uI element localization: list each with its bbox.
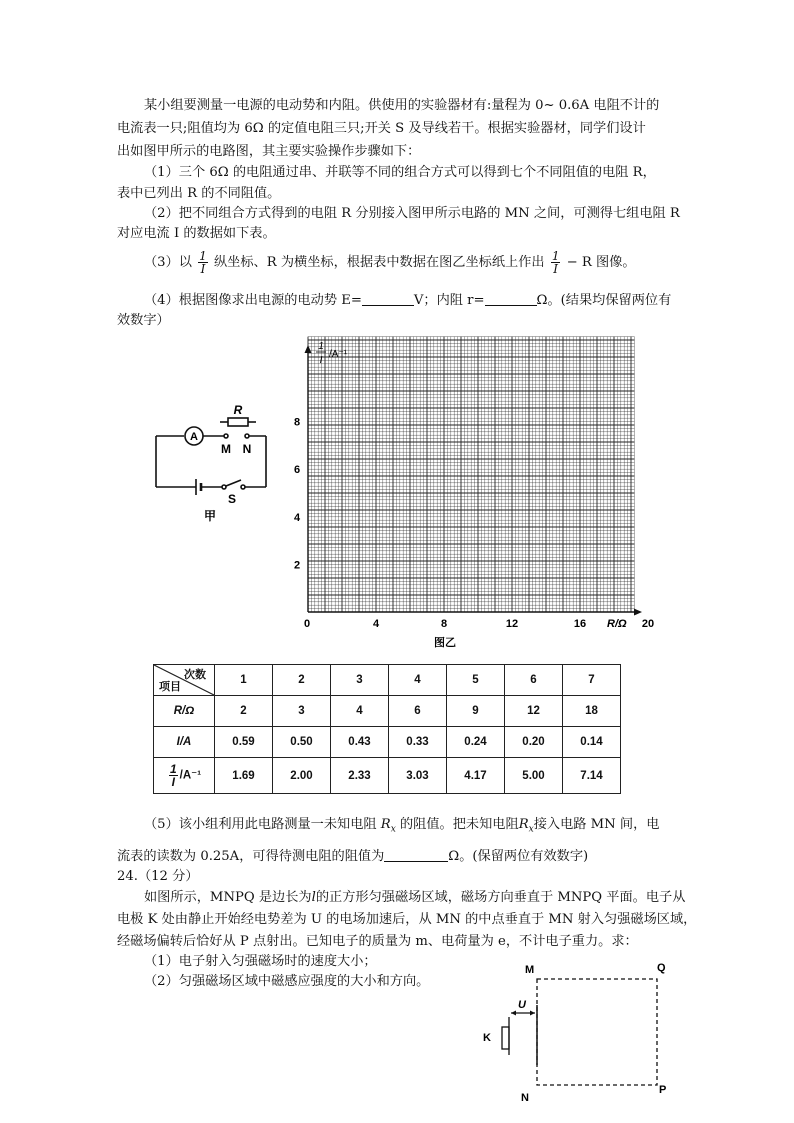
magnetic-field-diagram [475, 955, 675, 1105]
table-corner-cell [154, 665, 215, 696]
step-3-suffix: − R 图像。 [566, 255, 636, 270]
one-over-i-fraction: $\frac{1}{I}$ [199, 249, 207, 276]
step-3-middle: 纵坐标、R 为横坐标，根据表中数据在图乙坐标纸上作出 [214, 255, 545, 270]
table-cell: 0.14 [563, 727, 621, 758]
q24-sub-2: （2）匀强磁场区域中磁感应强度的大小和方向。 [144, 974, 430, 989]
q24-sub-1: （1）电子射入匀强磁场时的速度大小； [144, 954, 377, 969]
resistor-label: R [233, 403, 243, 417]
trial-cell: 3 [331, 665, 389, 696]
x-tick-label: 12 [505, 618, 519, 630]
table-cell: 5.00 [505, 758, 563, 794]
circuit-caption: 甲 [203, 509, 217, 523]
x-tick-label: 20 [641, 618, 655, 630]
step-1-line-2: 表中已列出 R 的不同阻值。 [117, 186, 281, 201]
x-tick-label: 8 [440, 618, 448, 630]
y-axis-label-numerator: 1 [318, 341, 324, 352]
q24-line-2: 电极 K 处由静止开始经电势差为 U 的电场加速后，从 MN 的中点垂直于 MN 射入匀强磁场区域， [117, 912, 697, 927]
terminal-n-label: N [242, 442, 252, 456]
table-cell: 4 [331, 696, 389, 727]
switch-label: S [227, 492, 237, 506]
table-cell: 3 [273, 696, 331, 727]
circuit-diagram [140, 395, 280, 525]
table-row-inverse-current [154, 758, 621, 794]
trial-cell: 4 [389, 665, 447, 696]
x-tick-label: 16 [573, 618, 587, 630]
graph-paper [285, 335, 655, 655]
step-3-prefix: （3）以 [144, 255, 192, 270]
point-m-label: M [525, 964, 535, 976]
y-tick-label: 2 [293, 559, 301, 572]
table-cell: 1.69 [215, 758, 273, 794]
internal-resistance-answer-blank[interactable] [485, 291, 537, 306]
unknown-resistance-answer-blank[interactable] [384, 847, 448, 862]
intro-line-2: 电流表一只;阻值均为 6Ω 的定值电阻三只;开关 S 及导线若干。根据实验器材，同学们设计 [117, 121, 646, 136]
step-2-line-1: （2）把不同组合方式得到的电阻 R 分别接入图甲所示电路的 MN 之间，可测得七组电阻 R [144, 206, 680, 221]
data-table [153, 664, 621, 794]
question-24-number: 24.（12 分） [117, 869, 199, 884]
table-cell: 12 [505, 696, 563, 727]
graph-caption: 图乙 [434, 637, 456, 649]
table-cell: 2 [215, 696, 273, 727]
point-q-label: Q [657, 962, 666, 974]
one-over-i-fraction-2: $\frac{1}{I}$ [551, 249, 560, 276]
step-4-line-2: 效数字） [117, 313, 170, 328]
row-label: R/Ω [154, 696, 215, 727]
x-axis-label: R/Ω [607, 618, 627, 630]
trial-cell: 1 [215, 665, 273, 696]
step-4: （4）根据图像求出电源的电动势 E= V；内阻 r= Ω。(结果均保留两位有 [144, 293, 672, 308]
y-tick-label: 4 [293, 511, 301, 524]
graph-origin: 0 [303, 618, 311, 630]
step-2-line-2: 对应电流 I 的数据如下表。 [117, 226, 276, 241]
trial-cell: 6 [505, 665, 563, 696]
corner-bottom: 项目 [159, 681, 181, 693]
table-cell: 0.24 [447, 727, 505, 758]
step-5-line-2: 流表的读数为 0.25A，可得待测电阻的阻值为 Ω。(保留两位有效数字) [117, 849, 589, 864]
q24-line-1: 如图所示，MNPQ 是边长为l的正方形匀强磁场区域，磁场方向垂直于 MNPQ 平面。电子从 [144, 890, 686, 905]
intro-line-3: 出如图甲所示的电路图，其主要实验操作步骤如下： [117, 144, 421, 159]
table-row-resistance [154, 696, 621, 727]
ammeter-label: A [190, 431, 198, 443]
intro-line-1: 某小组要测量一电源的电动势和内阻。供使用的实验器材有:量程为 0~ 0.6A 电阻不计的 [144, 98, 660, 113]
q24-line-3: 经磁场偏转后恰好从 P 点射出。已知电子的质量为 m、电荷量为 e，不计电子重力。求： [117, 934, 638, 949]
x-tick-label: 4 [372, 618, 380, 630]
trial-cell: 5 [447, 665, 505, 696]
row-label: I/A [154, 727, 215, 758]
electrode-k-label: K [483, 1032, 491, 1044]
table-cell: 7.14 [563, 758, 621, 794]
row-label: $\frac{1}{I}$ /A⁻¹ [154, 758, 215, 794]
emf-answer-blank[interactable] [362, 291, 414, 306]
table-cell: 2.33 [331, 758, 389, 794]
point-p-label: P [659, 1084, 667, 1096]
table-cell: 3.03 [389, 758, 447, 794]
step-1-line-1: （1）三个 6Ω 的电阻通过串、并联等不同的组合方式可以得到七个不同阻值的电阻 R， [144, 165, 656, 180]
table-cell: 0.20 [505, 727, 563, 758]
trial-cell: 2 [273, 665, 331, 696]
table-cell: 18 [563, 696, 621, 727]
point-n-label: N [521, 1092, 529, 1104]
table-header-row [154, 665, 621, 696]
table-cell: 0.59 [215, 727, 273, 758]
step-3 [144, 250, 636, 275]
rx-symbol: $R_x$ [380, 817, 396, 835]
table-cell: 6 [389, 696, 447, 727]
table-cell: 4.17 [447, 758, 505, 794]
terminal-m-label: M [221, 442, 231, 456]
table-cell: 9 [447, 696, 505, 727]
y-axis-label-denominator: I [319, 355, 323, 366]
table-cell: 2.00 [273, 758, 331, 794]
corner-top: 次数 [184, 669, 206, 681]
step-5-line-1: （5）该小组利用此电路测量一未知电阻 $R_x$ 的阻值。把未知电阻$R_x$接入电路 MN 间，电 [144, 817, 660, 835]
table-row-current [154, 727, 621, 758]
y-tick-label: 6 [293, 464, 301, 477]
table-cell: 0.50 [273, 727, 331, 758]
y-axis-label-unit: /A⁻¹ [329, 349, 348, 360]
voltage-u-label: U [518, 999, 526, 1011]
trial-cell: 7 [563, 665, 621, 696]
y-tick-label: 8 [293, 416, 301, 429]
table-cell: 0.33 [389, 727, 447, 758]
table-cell: 0.43 [331, 727, 389, 758]
